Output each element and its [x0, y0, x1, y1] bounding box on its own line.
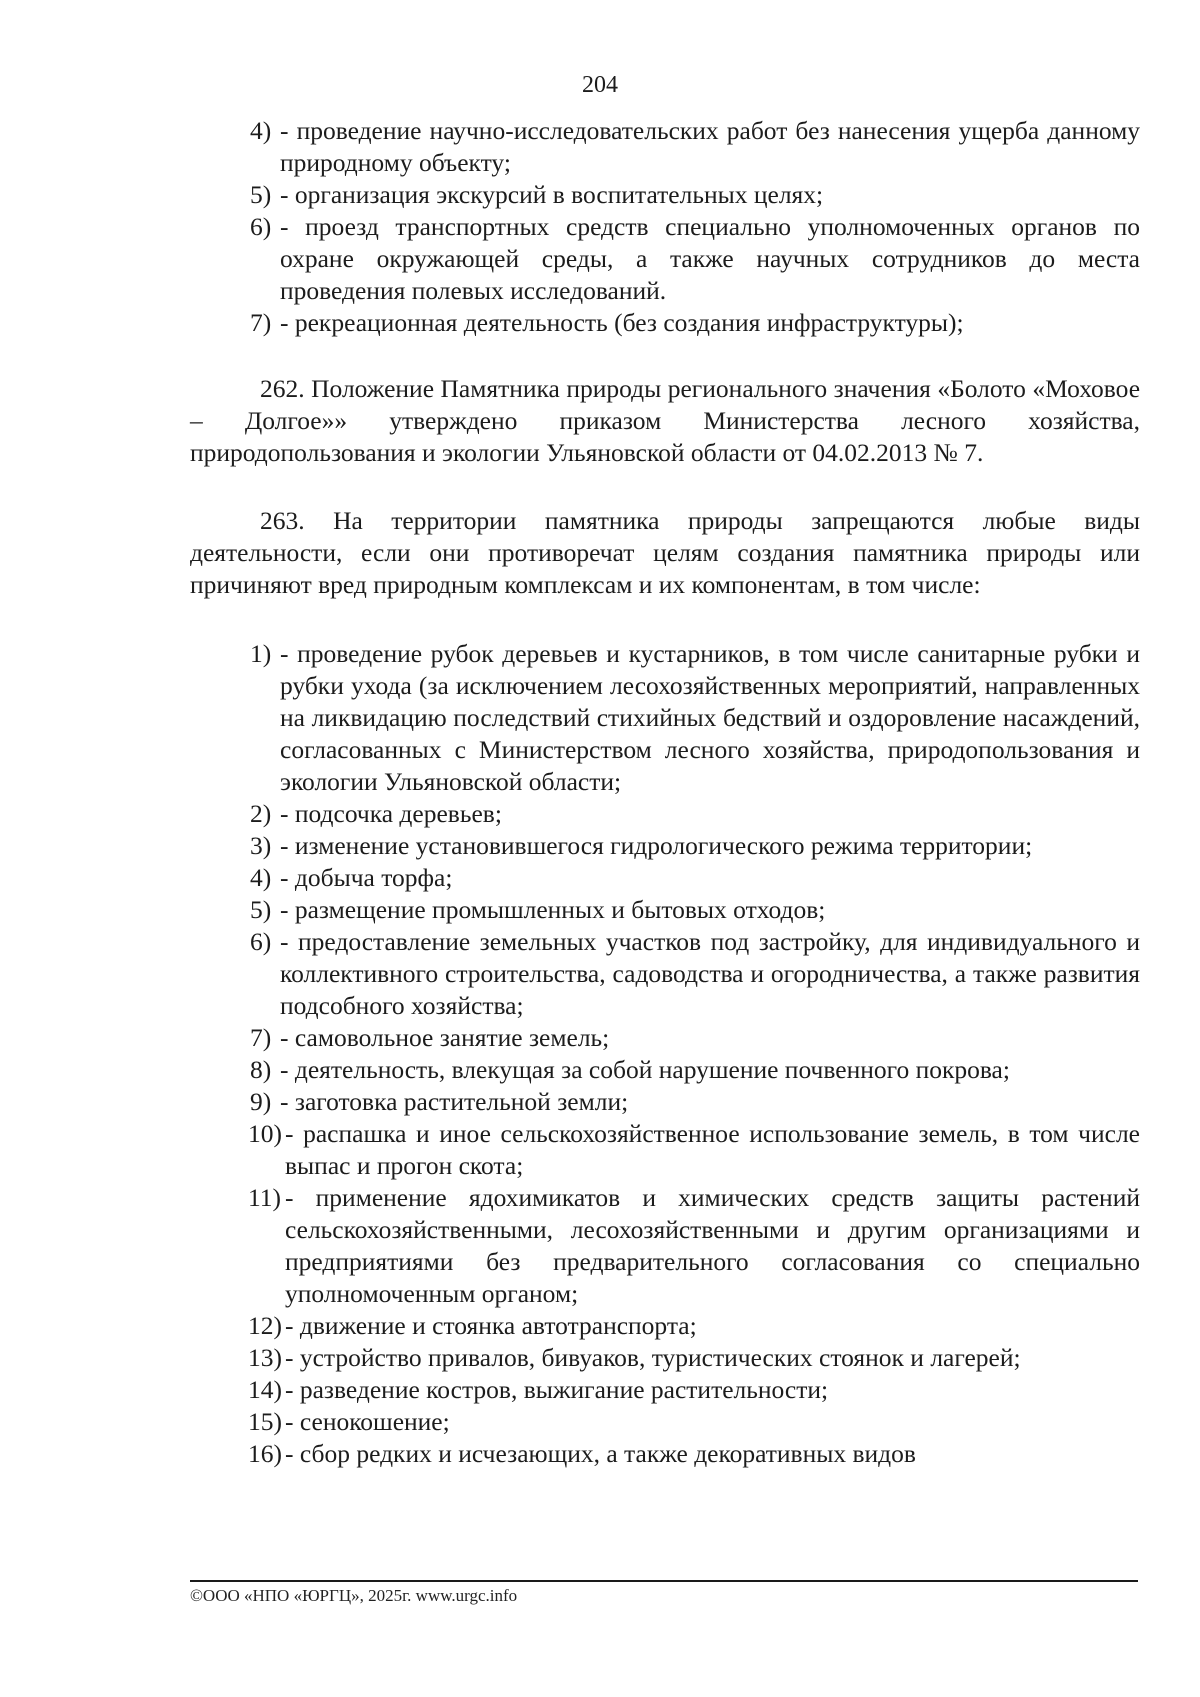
- list-main-item: [190, 1342, 1140, 1374]
- list-top-item-number: 7): [250, 308, 272, 337]
- list-main-item-text: - распашка и иное сельскохозяйственное использование земель, в том числе выпас и прогон скота;: [285, 1119, 1140, 1180]
- paragraph-262-number: 262.: [260, 374, 305, 403]
- list-main-item-number: 11): [248, 1183, 282, 1212]
- list-main-item: [190, 638, 1140, 798]
- list-main-item-number: 16): [248, 1439, 282, 1468]
- list-main-item-text: - предоставление земельных участков под застройку, для индивидуального и коллективного строительства, садоводства и огородничества, а также развития подсобного хозяйства;: [280, 927, 1140, 1020]
- list-main-item-number: 8): [250, 1055, 272, 1084]
- list-main-item-number: 6): [250, 927, 272, 956]
- list-main-item-number: 5): [250, 895, 272, 924]
- list-main-item-text: - применение ядохимикатов и химических средств защиты растений сельскохозяйственными, лесохозяйственными и другим организациями и предприятиями без предварительного согласования со специально уполномоченным органом;: [285, 1183, 1140, 1308]
- list-top: [190, 115, 1140, 339]
- list-main-item-text: - разведение костров, выжигание растительности;: [285, 1375, 829, 1404]
- list-main-item-number: 12): [248, 1311, 282, 1340]
- list-main-item: [190, 1310, 1140, 1342]
- list-main-item: [190, 1406, 1140, 1438]
- list-top-item: [190, 179, 1140, 211]
- list-top-item-text: - проведение научно-исследовательских работ без нанесения ущерба данному природному объекту;: [280, 116, 1140, 177]
- list-main-item: [190, 1118, 1140, 1182]
- list-main-item-text: - размещение промышленных и бытовых отходов;: [280, 895, 826, 924]
- list-main-item-text: - деятельность, влекущая за собой нарушение почвенного покрова;: [280, 1055, 1010, 1084]
- list-main-item-text: - движение и стоянка автотранспорта;: [285, 1311, 697, 1340]
- list-main-item-number: 7): [250, 1023, 272, 1052]
- list-main-item-text: - проведение рубок деревьев и кустарников, в том числе санитарные рубки и рубки ухода (за исключением лесохозяйственных мероприятий, направленных на ликвидацию последствий стихийных бедствий и оздоровление насаждений, согласованных с Министерством лесного хозяйства, природопользования и экологии Ульяновской области;: [280, 639, 1140, 796]
- list-main-item-text: - самовольное занятие земель;: [280, 1023, 610, 1052]
- list-main-item-text: - изменение установившегося гидрологического режима территории;: [280, 831, 1033, 860]
- list-main-item-text: - подсочка деревьев;: [280, 799, 502, 828]
- paragraph-262: [190, 373, 1140, 469]
- list-top-item-text: - организация экскурсий в воспитательных целях;: [280, 180, 824, 209]
- list-main-item-number: 3): [250, 831, 272, 860]
- footer-copyright: ©ООО «НПО «ЮРГЦ», 2025г. www.urgc.info: [190, 1586, 518, 1605]
- list-top-item-number: 6): [250, 212, 272, 241]
- paragraph-263: [190, 505, 1140, 601]
- list-main-item: [190, 1054, 1140, 1086]
- list-top-item-number: 5): [250, 180, 272, 209]
- list-main-item: [190, 894, 1140, 926]
- list-top-item-text: - проезд транспортных средств специально уполномоченных органов по охране окружающей среды, а также научных сотрудников до места проведения полевых исследований.: [280, 212, 1140, 305]
- list-main-item: [190, 1374, 1140, 1406]
- list-main-item-number: 1): [250, 639, 272, 668]
- list-main-item: [190, 1022, 1140, 1054]
- list-main-item-text: - устройство привалов, бивуаков, туристических стоянок и лагерей;: [285, 1343, 1021, 1372]
- list-main-item: [190, 926, 1140, 1022]
- list-main-item-number: 10): [248, 1119, 282, 1148]
- list-top-item-number: 4): [250, 116, 272, 145]
- list-top-item: [190, 115, 1140, 179]
- list-top-item: [190, 211, 1140, 307]
- list-main-item-text: - заготовка растительной земли;: [280, 1087, 629, 1116]
- list-main-item-number: 4): [250, 863, 272, 892]
- footer-divider: [190, 1580, 1138, 1582]
- list-main-item-text: - добыча торфа;: [280, 863, 453, 892]
- list-main-item-text: - сенокошение;: [285, 1407, 450, 1436]
- list-main-item: [190, 1438, 1140, 1470]
- list-main-item: [190, 830, 1140, 862]
- list-top-item-text: - рекреационная деятельность (без создания инфраструктуры);: [280, 308, 964, 337]
- list-main-item: [190, 1086, 1140, 1118]
- list-main: [190, 638, 1140, 1470]
- list-main-item-number: 9): [250, 1087, 272, 1116]
- list-main-item-text: - сбор редких и исчезающих, а также декоративных видов: [285, 1439, 916, 1468]
- list-main-item-number: 15): [248, 1407, 282, 1436]
- paragraph-263-text: На территории памятника природы запрещаются любые виды деятельности, если они противоречат целям создания памятника природы или причиняют вред природным комплексам и их компонентам, в том числе:: [190, 506, 1140, 599]
- list-main-item: [190, 798, 1140, 830]
- paragraph-262-text: Положение Памятника природы регионального значения «Болото «Моховое – Долгое»» утверждено приказом Министерства лесного хозяйства, природопользования и экологии Ульяновской области от 04.02.2013 № 7.: [190, 374, 1141, 467]
- list-main-item-number: 13): [248, 1343, 282, 1372]
- page-number: 204: [582, 72, 618, 98]
- list-main-item-number: 14): [248, 1375, 282, 1404]
- list-main-item: [190, 862, 1140, 894]
- list-top-item: [190, 307, 1140, 339]
- paragraph-263-number: 263.: [260, 506, 305, 535]
- list-main-item-number: 2): [250, 799, 272, 828]
- list-main-item: [190, 1182, 1140, 1310]
